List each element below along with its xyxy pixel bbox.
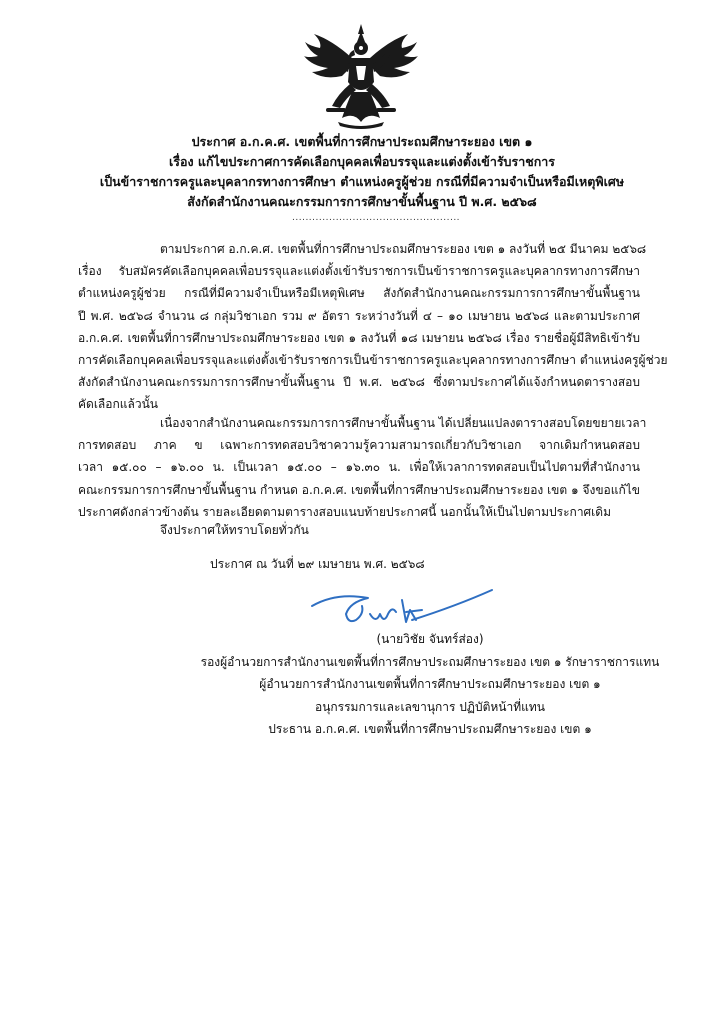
paragraph-line: สังกัดสำนักงานคณะกรรมการการศึกษาขั้นพื้นฐาน ปี พ.ศ. ๒๕๖๘ ซึ่งตามประกาศได้แจ้งกำหนดตารางสอบ [78,375,640,390]
signer-position: ผู้อำนวยการสำนักงานเขตพื้นที่การศึกษาประถมศึกษาระยอง เขต ๑ [259,677,601,691]
paragraph-line: เนื่องจากสำนักงานคณะกรรมการการศึกษาขั้นพื้นฐาน ได้เปลี่ยนแปลงตารางสอบโดยขยายเวลา [160,416,647,430]
paragraph-amendment [78,412,647,523]
garuda-emblem [302,22,420,128]
paragraph-line: การคัดเลือกบุคคลเพื่อบรรจุและแต่งตั้งเข้ารับราชการเป็นข้าราชการครูและบุคลากรทางการศึกษา ตำแหน่งครูผู้ช่วย [78,353,668,368]
paragraph-line: เวลา ๑๕.๐๐ – ๑๖.๐๐ น. เป็นเวลา ๑๕.๐๐ – ๑๖.๓๐ น. เพื่อให้เวลาการทดสอบเป็นไปตามที่สำนักงาน [78,460,640,475]
paragraph-reference [78,238,668,416]
announcement-date: ประกาศ ณ วันที่ ๒๙ เมษายน พ.ศ. ๒๕๖๘ [210,557,425,571]
paragraph-line: คณะกรรมการการศึกษาขั้นพื้นฐาน กำหนด อ.ก.ค.ศ. เขตพื้นที่การศึกษาประถมศึกษาระยอง เขต ๑ จึงขอแก้ไข [78,482,640,497]
signer-block [150,628,710,741]
separator-dotted-line: .................................................. [292,213,461,223]
paragraph-line: เรื่อง รับสมัครคัดเลือกบุคคลเพื่อบรรจุและแต่งตั้งเข้ารับราชการเป็นข้าราชการครูและบุคลากรทางการศึกษา [78,264,640,279]
header-subject: เรื่อง แก้ไขประกาศการคัดเลือกบุคคลเพื่อบรรจุและแต่งตั้งเข้ารับราชการ [168,154,556,169]
signer-position: รองผู้อำนวยการสำนักงานเขตพื้นที่การศึกษาประถมศึกษาระยอง เขต ๑ รักษาราชการแทน [200,654,660,669]
paragraph-line: คัดเลือกแล้วนั้น [78,397,158,412]
signer-position: อนุกรรมการและเลขานุการ ปฏิบัติหน้าที่แทน [314,699,545,714]
header-title: ประกาศ อ.ก.ค.ศ. เขตพื้นที่การศึกษาประถมศึกษาระยอง เขต ๑ [191,134,533,149]
paragraph-notice [78,519,640,541]
paragraph-line: ตามประกาศ อ.ก.ค.ศ. เขตพื้นที่การศึกษาประถมศึกษาระยอง เขต ๑ ลงวันที่ ๒๕ มีนาคม ๒๕๖๘ [160,242,647,256]
header-subject-line-2: เป็นข้าราชการครูและบุคลากรทางการศึกษา ตำแหน่งครูผู้ช่วย กรณีที่มีความจำเป็นหรือมีเหตุพิเศษ [99,174,625,189]
signer-name: (นายวิชัย จันทร์ส่อง) [376,632,484,646]
paragraph-line: ประกาศดังกล่าวข้างต้น รายละเอียดตามตารางสอบแนบท้ายประกาศนี้ นอกนั้นให้เป็นไปตามประกาศเดิม [78,504,611,519]
signer-position: ประธาน อ.ก.ค.ศ. เขตพื้นที่การศึกษาประถมศึกษาระยอง เขต ๑ [268,722,592,736]
paragraph-line: ตำแหน่งครูผู้ช่วย กรณีที่มีความจำเป็นหรือมีเหตุพิเศษ สังกัดสำนักงานคณะกรรมการการศึกษาขั้นพื้นฐาน [78,286,640,301]
paragraph-line: จึงประกาศให้ทราบโดยทั่วกัน [160,523,309,537]
announcement-header [60,132,664,212]
paragraph-line: ปี พ.ศ. ๒๕๖๘ จำนวน ๘ กลุ่มวิชาเอก รวม ๙ อัตรา ระหว่างวันที่ ๔ – ๑๐ เมษายน ๒๕๖๘ และตามประกาศ [78,308,640,323]
paragraph-line: การทดสอบ ภาค ข เฉพาะการทดสอบวิชาความรู้ความสามารถเกี่ยวกับวิชาเอก จากเดิมกำหนดสอบ [78,438,640,453]
paragraph-line: อ.ก.ค.ศ. เขตพื้นที่การศึกษาประถมศึกษาระยอง เขต ๑ ลงวันที่ ๑๘ เมษายน ๒๕๖๘ เรื่อง รายชื่อผู้มีสิทธิเข้ารับ [78,330,640,345]
header-subject-line-3: สังกัดสำนักงานคณะกรรมการการศึกษาขั้นพื้นฐาน ปี พ.ศ. ๒๕๖๘ [187,194,537,209]
